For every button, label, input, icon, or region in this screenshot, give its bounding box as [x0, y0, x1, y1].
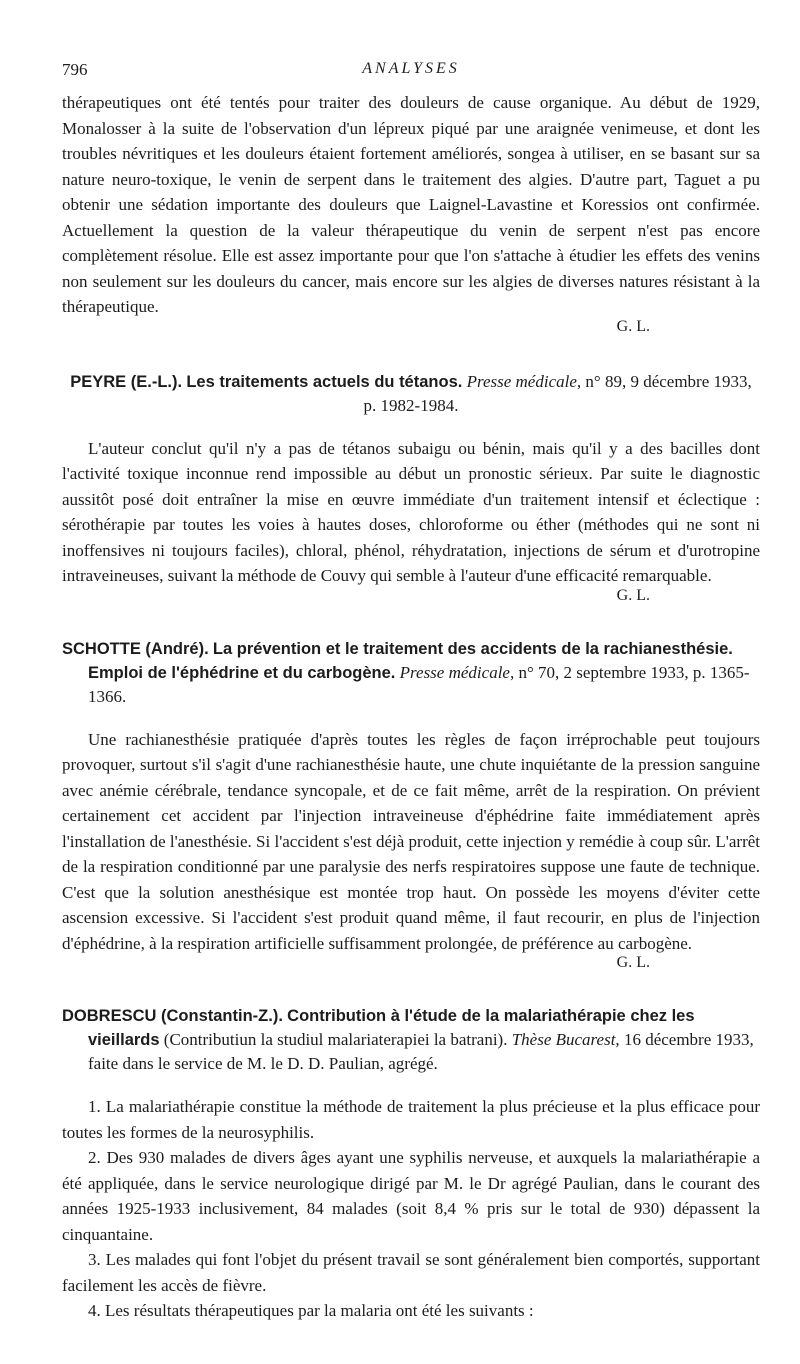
- running-head: [62, 60, 760, 82]
- entry-reference: 16 décembre 1933, faite dans le service de M. le D. D. Paulian, agrégé.: [88, 1030, 754, 1073]
- entry-journal: Thèse Bucarest,: [511, 1030, 620, 1049]
- entry-author: PEYRE (E.-L.).: [70, 372, 183, 391]
- page-content: [62, 90, 760, 1324]
- entry-reference: n° 70, 2 septembre 1933, p. 1365-1366.: [88, 662, 750, 706]
- entry-author: DOBRESCU (Constantin-Z.).: [62, 1007, 283, 1025]
- entry-signature: G. L.: [616, 586, 650, 604]
- abstract-entry: [62, 370, 760, 607]
- entry-title: La prévention et le traitement des accidents de la rachianesthésie. Emploi de l'éphédrine et du carbogène.: [88, 639, 733, 682]
- entry-heading: [62, 637, 760, 709]
- entry-title: Les traitements actuels du tétanos.: [186, 372, 463, 391]
- entry-heading: [62, 370, 760, 418]
- list-item: 1. La malariathérapie constitue la méthode de traitement la plus précieuse et la plus efficace pour toutes les formes de la neurosyphilis.: [62, 1097, 760, 1142]
- list-item: 3. Les malades qui font l'objet du présent travail se sont généralement bien comportés, supportant facilement les accès de fièvre.: [62, 1250, 760, 1295]
- entry-reference: n° 89, 9 décembre 1933, p. 1982-1984.: [363, 371, 752, 415]
- page-number: 796: [62, 60, 88, 79]
- entry-journal: Presse médicale,: [399, 662, 515, 682]
- intro-signature: G. L.: [616, 317, 650, 335]
- running-title: ANALYSES: [362, 60, 460, 77]
- entry-journal: Presse médicale,: [466, 371, 582, 391]
- list-item: 4. Les résultats thérapeutiques par la malaria ont été les suivants :: [88, 1301, 534, 1320]
- entry-body: Une rachianesthésie pratiquée d'après toutes les règles de façon irréprochable peut toujours provoquer, surtout s'il s'agit d'une rachianesthésie haute, une chute inquiétante de la pression sanguine avec anémie cérébrale, tendance syncopale, et de ce fait même, arrêt de la respiration. On prévient certainement cet accident par l'injection intraveineuse d'éphédrine faite immédiatement après l'installation de l'anesthésie. Si l'accident s'est déjà produit, cette injection y remédie à coup sûr. L'arrêt de la respiration conditionné par une paralysie des nerfs respiratoires suppose une faute de technique. C'est que la solution anesthésique est montée trop haut. On possède les moyens d'éviter cette ascension excessive. Si l'accident s'est produit quand même, il faut recourir, en plus de l'injection d'éphédrine, à la respiration artificielle suffisamment prolongée, de préférence au carbogène.: [62, 729, 760, 953]
- entry-subtitle: (Contributiun la studiul malariaterapiei la batrani).: [163, 1030, 508, 1049]
- abstract-entry: [62, 1004, 760, 1324]
- entry-author: SCHOTTE (André).: [62, 639, 209, 658]
- entry-title: Contribution à l'étude de la malariathérapie chez les vieillards: [88, 1007, 695, 1049]
- entry-signature: G. L.: [616, 954, 650, 971]
- entry-heading: [62, 1004, 760, 1076]
- abstract-entry: [62, 637, 760, 975]
- entry-body: L'auteur conclut qu'il n'y a pas de tétanos subaigu ou bénin, mais qu'il y a des bacilles dont l'activité toxique inconnue rend impossible au début un pronostic sérieux. Par suite le diagnostic aussitôt posé doit entraîner la mise en œuvre immédiate d'un traitement intensif et éclectique : sérothérapie par toutes les voies à hautes doses, chloroforme ou éther (méthodes qui ne sont ni inoffensives ni toujours faciles), chloral, phénol, réhydratation, injections de sérum et d'urotropine intraveineuses, suivant la méthode de Couvy qui semble à l'auteur d'une efficacité remarquable.: [62, 438, 760, 585]
- list-item: 2. Des 930 malades de divers âges ayant une syphilis nerveuse, et auxquels la malariathérapie a été appliquée, dans le service neurologique dirigé par M. le Dr agrégé Paulian, dans le courant des années 1925-1933 inclusivement, 84 malades (soit 8,4 % pris sur le total de 930) dépassent la cinquantaine.: [62, 1148, 760, 1244]
- intro-paragraph: thérapeutiques ont été tentés pour traiter des douleurs de cause organique. Au début de 1929, Monalosser à la suite de l'observation d'un lépreux piqué par une araignée venimeuse, et dont les troubles névritiques et les douleurs étaient fortement améliorés, songea à utiliser, en se basant sur sa nature neuro-toxique, le venin de serpent dans le traitement des algies. D'autre part, Taguet a pu obtenir une sédation importante des douleurs que Laignel-Lavastine et Koressios ont confirmée. Actuellement la question de la valeur thérapeutique du venin de serpent n'est pas encore complètement résolue. Elle est assez importante pour que l'on s'attache à étudier les effets des venins non seulement sur les douleurs du cancer, mais encore sur les algies de diverses natures résistant à la thérapeutique.: [62, 93, 760, 316]
